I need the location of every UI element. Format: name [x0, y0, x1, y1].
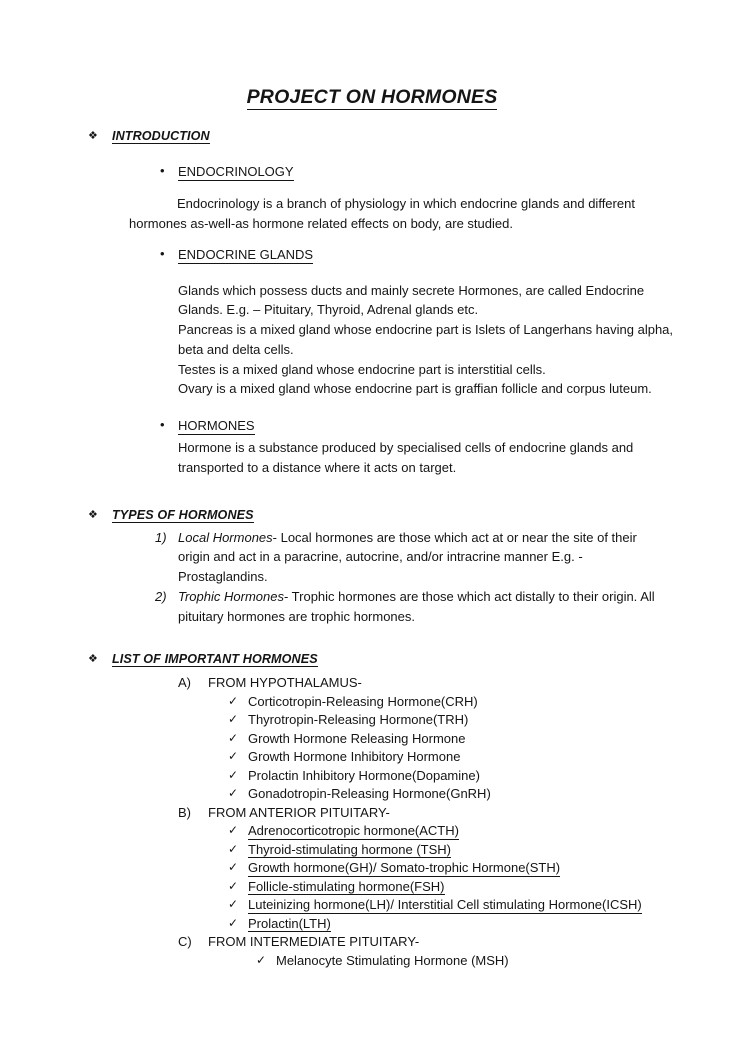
section-heading-text: TYPES OF HORMONES [112, 507, 254, 522]
group-letter: B) [178, 804, 191, 820]
list-item [0, 915, 744, 933]
subheading-endocrinology [0, 165, 744, 178]
section-list-of-important-hormones [0, 652, 744, 970]
hormone-name: Thyroid-stimulating hormone (TSH) [248, 841, 452, 857]
list-item-description: - Trophic hormones are those which act distally to their origin. All pituitary hormones are trophic hormones. [178, 588, 655, 624]
section-heading-types-of-hormones [0, 508, 744, 522]
list-item-description: - Local hormones are those which act at or near the site of their origin and act in a paracrine, autocrine, and/or intracrine manner E.g. - Prostaglandins. [178, 529, 637, 584]
paragraph-glands-line2: Pancreas is a mixed gland whose endocrine part is Islets of Langerhans having alpha, beta and delta cells. [178, 322, 674, 357]
list-item [0, 841, 744, 859]
paragraph-hormones: Hormone is a substance produced by specialised cells of endocrine glands and transported to a distance where it acts on target. [178, 440, 634, 475]
section-introduction [0, 129, 744, 478]
paragraph-endocrinology: Endocrinology is a branch of physiology in which endocrine glands and different hormones as-well-as hormone related effects on body, are studied. [129, 196, 635, 231]
group-label: FROM HYPOTHALAMUS- [208, 675, 362, 691]
list-item [0, 952, 744, 970]
diamond-bullet-icon: ❖ [88, 653, 98, 666]
check-bullet-icon: ✓ [228, 749, 239, 764]
round-bullet-icon: • [160, 417, 165, 432]
hormone-name: Growth Hormone Inhibitory Hormone [248, 749, 461, 765]
hormone-list-intermediate-pituitary [0, 952, 744, 970]
hormone-group-heading [0, 804, 744, 823]
group-letter: A) [178, 675, 191, 691]
check-bullet-icon: ✓ [228, 878, 239, 893]
list-item [0, 748, 744, 766]
check-bullet-icon: ✓ [228, 860, 239, 875]
page-title-text: PROJECT ON HORMONES [246, 86, 498, 108]
paragraph-glands-line4: Ovary is a mixed gland whose endocrine part is graffian follicle and corpus luteum. [178, 381, 652, 397]
hormone-name: Luteinizing hormone(LH)/ Interstitial Cell stimulating Hormone(ICSH) [248, 897, 642, 913]
list-item-number: 1) [155, 529, 167, 545]
section-types-of-hormones [0, 508, 744, 627]
diamond-bullet-icon: ❖ [88, 130, 98, 142]
list-item [0, 528, 744, 587]
check-bullet-icon: ✓ [228, 693, 239, 708]
subheading-hormones-text: HORMONES [178, 418, 255, 433]
group-label: FROM ANTERIOR PITUITARY- [208, 804, 390, 820]
hormone-group-heading [0, 933, 744, 952]
paragraph-glands-line3: Testes is a mixed gland whose endocrine part is interstitial cells. [178, 361, 546, 377]
hormone-name: Melanocyte Stimulating Hormone (MSH) [276, 952, 509, 968]
list-item [0, 896, 744, 914]
list-item [0, 730, 744, 748]
list-item [0, 859, 744, 877]
hormone-name: Growth hormone(GH)/ Somato-trophic Hormone(STH) [248, 860, 561, 876]
list-item [0, 822, 744, 840]
hormone-group-heading [0, 674, 744, 693]
list-item-term: Trophic Hormones [178, 588, 284, 604]
list-item-number: 2) [155, 588, 167, 604]
hormone-name: Thyrotropin-Releasing Hormone(TRH) [248, 712, 469, 728]
hormone-name: Prolactin Inhibitory Hormone(Dopamine) [248, 767, 480, 783]
subheading-endocrinology-text: ENDOCRINOLOGY [178, 164, 294, 179]
subheading-hormones [0, 419, 744, 432]
section-heading-text: LIST OF IMPORTANT HORMONES [112, 652, 318, 667]
section-heading-list-of-important-hormones [0, 652, 744, 666]
check-bullet-icon: ✓ [228, 730, 239, 745]
paragraph-glands-line1: Glands which possess ducts and mainly secrete Hormones, are called Endocrine Glands. E.g. – Pituitary, Thyroid, Adrenal glands etc. [178, 282, 645, 318]
hormone-list-anterior-pituitary [0, 822, 744, 933]
list-item [0, 587, 744, 627]
types-of-hormones-list [0, 528, 744, 627]
hormone-name: Growth Hormone Releasing Hormone [248, 730, 466, 746]
group-label: FROM INTERMEDIATE PITUITARY- [208, 934, 420, 950]
round-bullet-icon: • [160, 163, 165, 178]
list-item [0, 711, 744, 729]
section-heading-introduction [0, 129, 744, 143]
check-bullet-icon: ✓ [228, 823, 239, 838]
list-item [0, 693, 744, 711]
subheading-endocrine-glands [0, 245, 744, 262]
hormone-name: Corticotropin-Releasing Hormone(CRH) [248, 693, 478, 709]
list-item [0, 878, 744, 896]
check-bullet-icon: ✓ [228, 767, 239, 782]
check-bullet-icon: ✓ [228, 786, 239, 801]
diamond-bullet-icon: ❖ [88, 508, 98, 521]
hormone-name: Adrenocorticotropic hormone(ACTH) [248, 823, 459, 839]
list-item [0, 767, 744, 785]
check-bullet-icon: ✓ [228, 897, 239, 912]
subheading-endocrine-glands-text: ENDOCRINE GLANDS [178, 246, 314, 262]
section-heading-text: INTRODUCTION [112, 129, 210, 143]
check-bullet-icon: ✓ [228, 841, 239, 856]
check-bullet-icon: ✓ [256, 952, 267, 967]
hormone-list-hypothalamus [0, 693, 744, 804]
round-bullet-icon: • [160, 245, 165, 261]
list-item [0, 785, 744, 803]
check-bullet-icon: ✓ [228, 712, 239, 727]
hormone-name: Prolactin(LTH) [248, 915, 331, 931]
hormone-name: Gonadotropin-Releasing Hormone(GnRH) [248, 786, 491, 802]
group-letter: C) [178, 934, 192, 950]
hormone-name: Follicle-stimulating hormone(FSH) [248, 878, 445, 894]
check-bullet-icon: ✓ [228, 915, 239, 930]
list-item-term: Local Hormones [178, 529, 273, 545]
page-title [0, 0, 744, 109]
